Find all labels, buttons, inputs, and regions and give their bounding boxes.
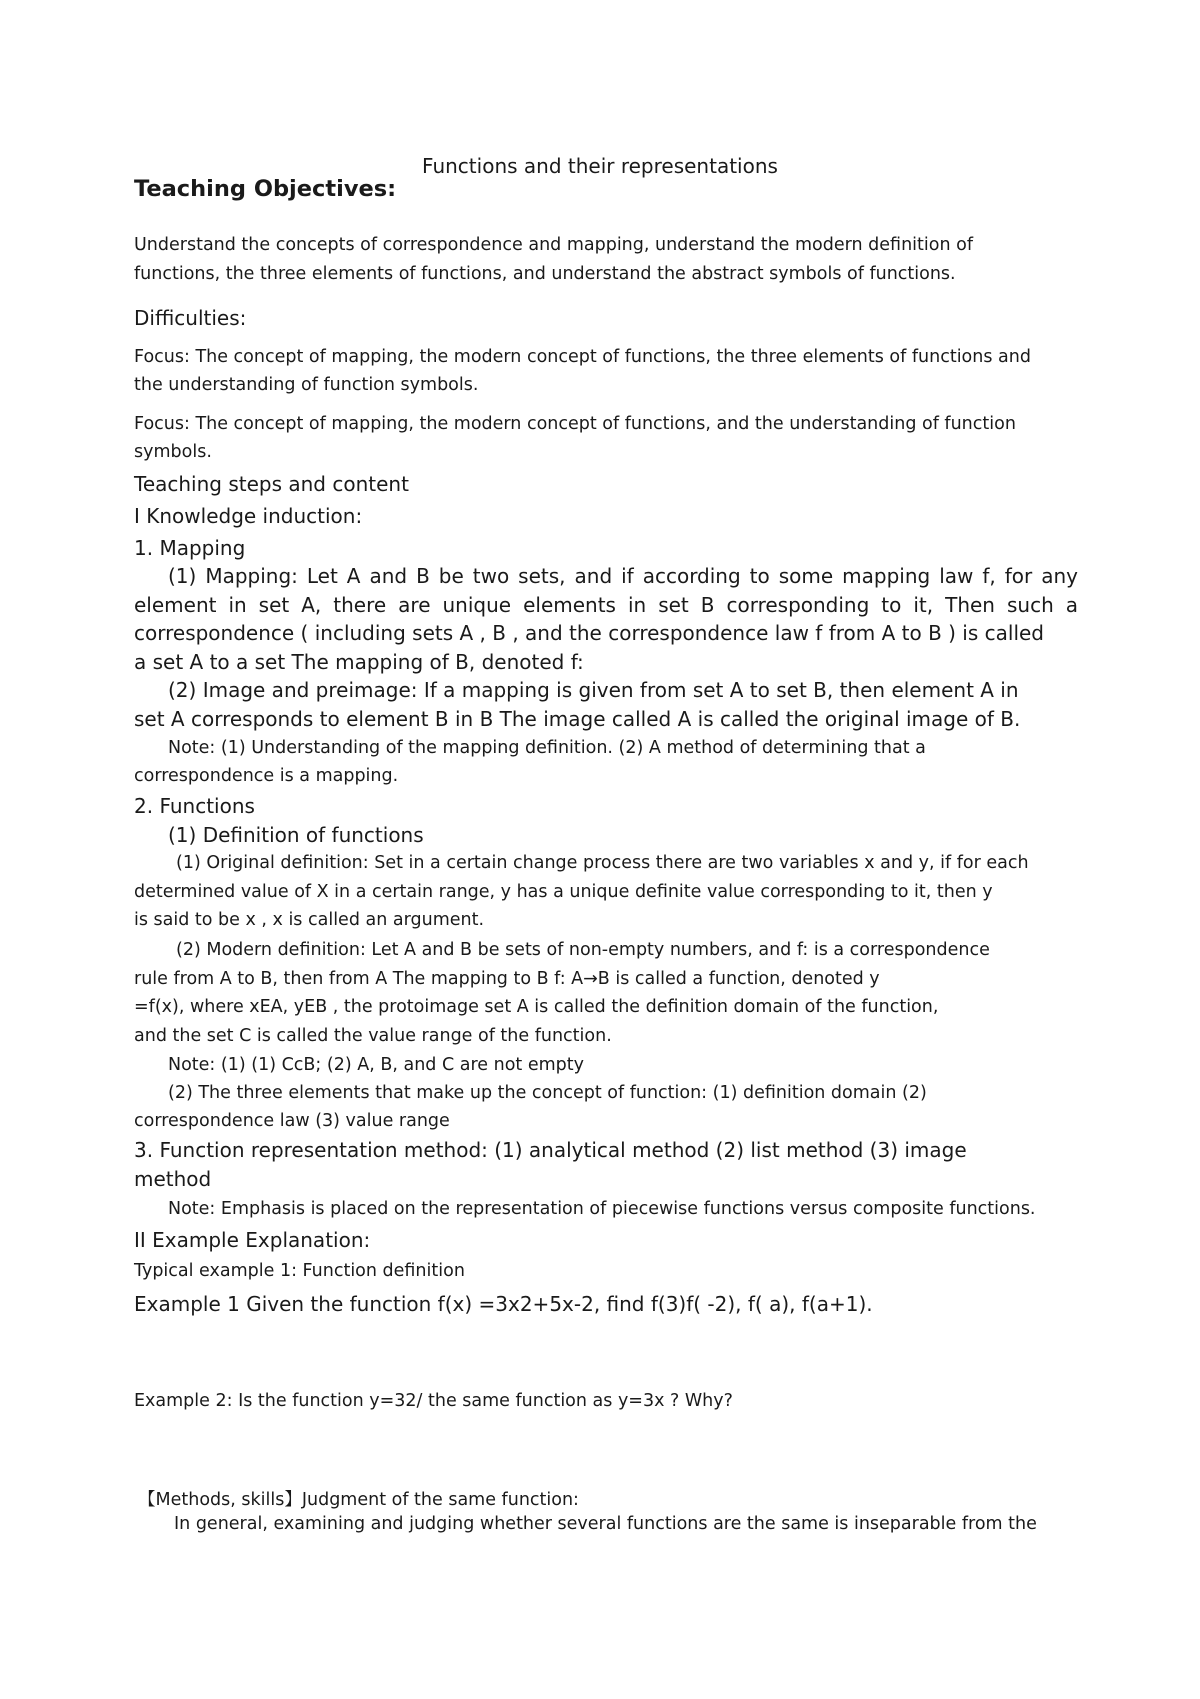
- representation-1: 3. Function representation method: (1) analytical method (2) list method (3) image: [134, 1138, 967, 1162]
- example-2: Example 2: Is the function y=32/ the same function as y=3x ? Why?: [134, 1391, 733, 1411]
- methods-text-1: In general, examining and judging whether several functions are the same is inseparable from the: [174, 1514, 1037, 1534]
- focus1-text-2: the understanding of function symbols.: [134, 375, 479, 395]
- mapping-p1-4: a set A to a set The mapping of B, denoted f:: [134, 650, 584, 674]
- section2-heading: II Example Explanation:: [134, 1228, 371, 1252]
- definition-heading: (1) Definition of functions: [168, 823, 424, 847]
- mapping-p2-2: set A corresponds to element B in B The image called A is called the original image of B.: [134, 707, 1021, 731]
- modern-definition-4: and the set C is called the value range of the function.: [134, 1026, 612, 1046]
- focus2-text-2: symbols.: [134, 442, 212, 462]
- section1-heading: I Knowledge induction:: [134, 504, 363, 528]
- modern-definition-1: (2) Modern definition: Let A and B be sets of non-empty numbers, and f: is a correspondence: [176, 940, 990, 960]
- difficulties-heading: Difficulties:: [134, 306, 247, 330]
- three-elements-1: (2) The three elements that make up the concept of function: (1) definition domain (2): [168, 1083, 927, 1103]
- functions-heading: 2. Functions: [134, 794, 255, 818]
- steps-heading: Teaching steps and content: [134, 472, 409, 496]
- typical-example-1: Typical example 1: Function definition: [134, 1261, 465, 1281]
- focus2-text-1: Focus: The concept of mapping, the modern concept of functions, and the understanding of function: [134, 414, 1016, 434]
- mapping-p1-2: element in set A, there are unique elements in set B corresponding to it, Then such a: [134, 593, 1078, 617]
- mapping-note-2: correspondence is a mapping.: [134, 766, 399, 786]
- objectives-heading: Teaching Objectives:: [134, 176, 397, 202]
- three-elements-2: correspondence law (3) value range: [134, 1111, 450, 1131]
- original-definition-3: is said to be x , x is called an argument.: [134, 910, 485, 930]
- mapping-p2-1: (2) Image and preimage: If a mapping is given from set A to set B, then element A in: [168, 678, 1019, 702]
- objectives-text-1: Understand the concepts of correspondence and mapping, understand the modern definition of: [134, 235, 973, 255]
- mapping-p1-3: correspondence ( including sets A , B , and the correspondence law f from A to B ) is called: [134, 621, 1044, 645]
- example-1: Example 1 Given the function f(x) =3x2+5x-2, find f(3)f( -2), f( a), f(a+1).: [134, 1292, 873, 1316]
- functions-note: Note: (1) (1) CcB; (2) A, B, and C are not empty: [168, 1055, 584, 1075]
- modern-definition-2: rule from A to B, then from A The mapping to B f: A→B is called a function, denoted y: [134, 969, 880, 989]
- representation-note: Note: Emphasis is placed on the representation of piecewise functions versus composite functions.: [168, 1199, 1036, 1219]
- representation-2: method: [134, 1167, 212, 1191]
- focus1-text-1: Focus: The concept of mapping, the modern concept of functions, the three elements of functions and: [134, 347, 1031, 367]
- document-title: Functions and their representations: [422, 154, 778, 178]
- mapping-heading: 1. Mapping: [134, 536, 246, 560]
- original-definition-2: determined value of X in a certain range, y has a unique definite value corresponding to it, then y: [134, 882, 993, 902]
- objectives-text-2: functions, the three elements of functions, and understand the abstract symbols of functions.: [134, 264, 956, 284]
- modern-definition-3: =f(x), where xEA, yEB , the protoimage set A is called the definition domain of the function,: [134, 997, 939, 1017]
- mapping-p1-1: (1) Mapping: Let A and B be two sets, and if according to some mapping law f, for any: [168, 564, 1078, 588]
- original-definition-1: (1) Original definition: Set in a certain change process there are two variables x and y, if for each: [176, 853, 1029, 873]
- mapping-note-1: Note: (1) Understanding of the mapping definition. (2) A method of determining that a: [168, 738, 926, 758]
- methods-heading: 【Methods, skills】Judgment of the same function:: [138, 1490, 579, 1510]
